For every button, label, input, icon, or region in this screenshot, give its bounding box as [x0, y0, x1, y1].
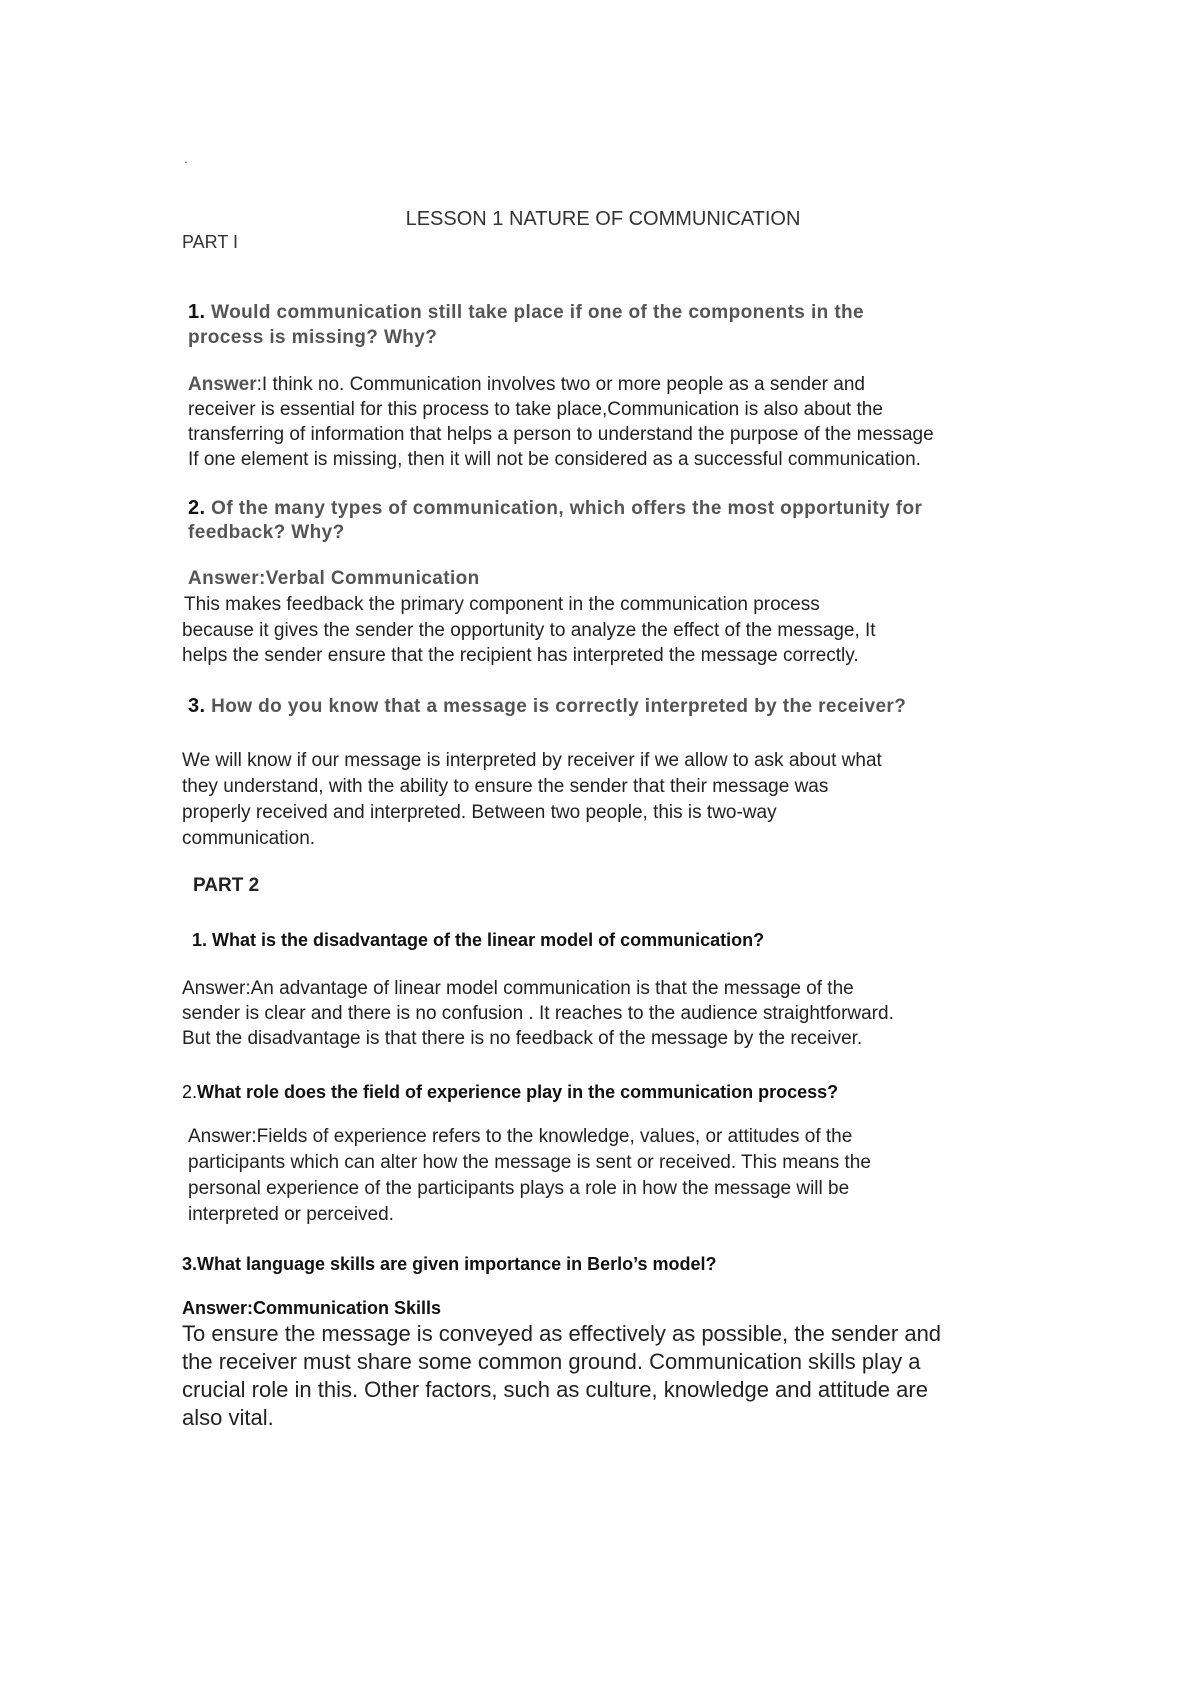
part2-q3-answer-line3: crucial role in this. Other factors, such as culture, knowledge and attitude are — [182, 1377, 928, 1402]
part2-q1-answer-line1: Answer:An advantage of linear model communication is that the message of the — [182, 978, 854, 999]
part1-heading: PART I — [182, 232, 239, 252]
part1-q2-answer-line3: helps the sender ensure that the recipient has interpreted the message correctly. — [182, 645, 859, 666]
part1-q2-answer-line2: because it gives the sender the opportunity to analyze the effect of the message, It — [182, 620, 876, 641]
part1-q1-answer-label: Answer — [188, 374, 257, 395]
part1-q2-number: 2. — [188, 497, 206, 519]
part2-q2-answer-line4: interpreted or perceived. — [188, 1204, 394, 1225]
part1-q2-answer-line1: This makes feedback the primary component in the communication process — [184, 594, 820, 615]
part2-q3-answer-line2: the receiver must share some common ground. Communication skills play a — [182, 1349, 921, 1374]
part2-q2-answer-line2: participants which can alter how the message is sent or received. This means the — [188, 1152, 871, 1173]
part2-q1-answer-line2: sender is clear and there is no confusion . It reaches to the audience straightforward. — [182, 1003, 894, 1024]
part2-q2-question-line — [182, 1080, 838, 1104]
part1-q1-answer-text: :I think no. Communication involves two or more people as a sender and — [256, 374, 865, 395]
part1-q1-answer-line1 — [188, 372, 865, 398]
part1-q1-number: 1. — [188, 301, 206, 323]
part2-q3-answer-line1: To ensure the message is conveyed as effectively as possible, the sender and — [182, 1321, 942, 1346]
part1-q1-answer-line2: receiver is essential for this process to take place,Communication is also about the — [188, 399, 883, 420]
part1-q2-answer-label: Answer:Verbal Communication — [188, 568, 480, 589]
part2-q1-question: 1. What is the disadvantage of the linear model of communication? — [192, 930, 765, 950]
part2-heading: PART 2 — [193, 875, 260, 896]
part2-q2-question: What role does the field of experience play in the communication process? — [197, 1082, 839, 1102]
part2-q2-number: 2. — [182, 1082, 198, 1102]
part1-q3-answer-line3: properly received and interpreted. Between two people, this is two-way — [182, 802, 777, 823]
stray-dot: . — [184, 150, 188, 166]
part1-q1-line2: process is missing? Why? — [188, 327, 438, 348]
part1-q3-text: How do you know that a message is correctly interpreted by the receiver? — [205, 696, 907, 717]
part1-q1-answer-line3: transferring of information that helps a person to understand the purpose of the message — [188, 424, 934, 445]
part1-q1-text: Would communication still take place if one of the components in the — [205, 302, 865, 323]
page-title-text: LESSON 1 NATURE OF COMMUNICATION — [405, 208, 801, 230]
part2-q3-question: 3.What language skills are given importance in Berlo’s model? — [182, 1254, 717, 1274]
part1-q1-line1 — [188, 300, 864, 325]
page-title — [0, 208, 1200, 231]
part1-q3-answer-line4: communication. — [182, 828, 316, 849]
part1-q2-text: Of the many types of communication, which offers the most opportunity for — [205, 498, 923, 519]
part1-q2-line1 — [188, 496, 922, 521]
part2-q3-answer-label: Answer:Communication Skills — [182, 1298, 442, 1318]
part1-q3-answer-line1: We will know if our message is interpreted by receiver if we allow to ask about what — [182, 750, 882, 771]
part2-q2-answer-line1: Answer:Fields of experience refers to the knowledge, values, or attitudes of the — [188, 1126, 853, 1147]
part1-q3-answer-line2: they understand, with the ability to ensure the sender that their message was — [182, 776, 829, 797]
part2-q3-answer-line4: also vital. — [182, 1405, 274, 1430]
part1-q3-number: 3. — [188, 695, 206, 717]
part1-q1-answer-line4: If one element is missing, then it will not be considered as a successful communication. — [188, 449, 921, 470]
part2-q1-answer-line3: But the disadvantage is that there is no feedback of the message by the receiver. — [182, 1028, 863, 1049]
part2-q2-answer-line3: personal experience of the participants plays a role in how the message will be — [188, 1178, 850, 1199]
part1-q3-line1 — [188, 694, 906, 719]
part1-q2-line2: feedback? Why? — [188, 522, 345, 543]
